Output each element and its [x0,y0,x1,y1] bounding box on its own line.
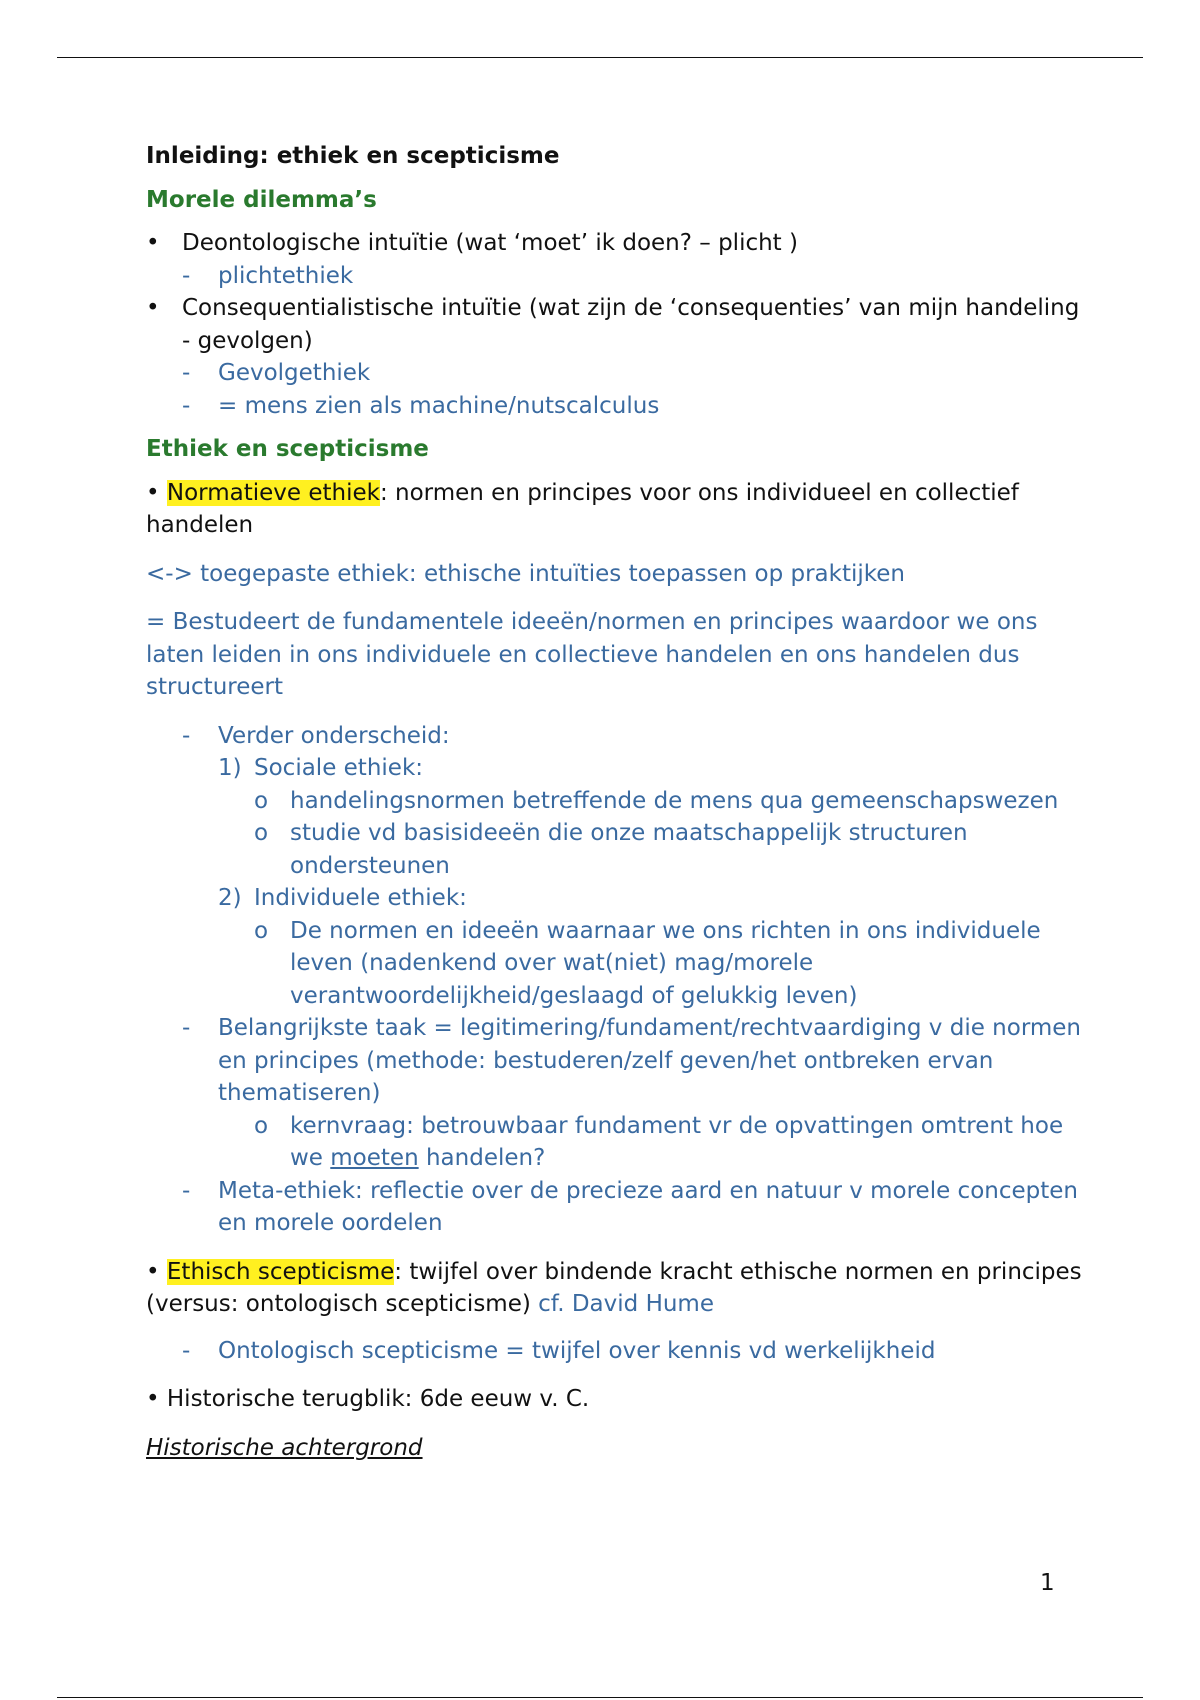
page-number: 1 [1040,1570,1055,1596]
sub-item-ontologisch [182,1335,1086,1368]
sub-item-text: Ontologisch scepticisme = twijfel over kennis vd werkelijkheid [218,1337,936,1364]
dash-marker: - [182,722,191,749]
circle-item [254,785,1086,818]
page-title: Inleiding: ethiek en scepticisme [146,143,560,169]
numbered-item-text: Individuele ethiek: [254,885,467,911]
bullet-marker: • [146,230,160,256]
list-item-text: Deontologische intuïtie (wat ‘moet’ ik doen? – plicht ) [182,230,798,256]
kernvraag-end: handelen? [418,1145,546,1171]
sub-item-text: plichtethiek [218,262,354,289]
dash-marker: - [182,392,191,419]
numbered-item-text: Sociale ethiek: [254,755,424,781]
circle-item-text [290,1110,1086,1175]
sub-item-text: Belangrijkste taak = legitimering/fundament/rechtvaardiging v die normen en principes (methode: bestuderen/zelf geven/het ontbreken ervan thematiseren) [218,1015,1082,1106]
circle-marker: o [254,787,269,814]
bullet-marker: • [146,1386,160,1412]
circle-marker: o [254,1112,269,1139]
dash-marker: - [182,1177,191,1204]
bullet-marker: • [146,479,160,506]
reference-text: cf. David Hume [538,1291,714,1317]
paragraph-normatieve-ethiek [146,477,1086,542]
circle-item-kernvraag [254,1110,1086,1175]
circle-item-text: studie vd basisideeën die onze maatschappelijk structuren ondersteunen [290,820,968,879]
paragraph-historische-terugblik [146,1383,1086,1416]
definition-text: : twijfel over bindende kracht ethische normen en principes (versus: ontologisch scepticisme) [146,1258,1082,1317]
sub-item-meta-ethiek [182,1175,1086,1240]
dash-marker: - [182,360,191,386]
list-item-deontological [146,227,1086,260]
circle-item-text: handelingsnormen betreffende de mens qua gemeenschapswezen [290,787,1059,814]
sub-item-text: = mens zien als machine/nutscalculus [218,392,660,419]
dash-marker: - [182,262,191,289]
underlined-word: moeten [330,1145,419,1171]
subheading-historische-achtergrond: Historische achtergrond [146,1434,423,1461]
sub-item-machine [182,390,1086,423]
sub-item-text: Gevolgethiek [218,360,371,386]
sub-item-gevolgethiek [182,357,1086,390]
number-marker: 2) [218,885,242,911]
paragraph-ethisch-scepticisme [146,1256,1086,1321]
bottom-rule [57,1697,1143,1698]
top-rule [57,57,1143,58]
circle-item [254,915,1086,1013]
heading-ethiek-scepticisme: Ethiek en scepticisme [146,436,429,462]
bullet-marker: • [146,295,160,321]
sub-item-task [182,1012,1086,1110]
circle-marker: o [254,820,269,846]
list-item-text: Consequentialistische intuïtie (wat zijn de ‘consequenties’ van mijn handeling - gevolgen) [182,295,1080,354]
numbered-item-social [218,752,1086,785]
circle-item-text: De normen en ideeën waarnaar we ons richten in ons individuele leven (nadenkend over wat(niet) mag/morele verantwoordelijkheid/geslaagd of gelukkig leven) [290,917,1041,1009]
sub-item-further [182,720,1086,753]
circle-marker: o [254,917,269,944]
bullet-marker: • [146,1258,160,1285]
history-text: Historische terugblik: 6de eeuw v. C. [166,1386,590,1412]
circle-item [254,817,1086,882]
sub-item-text: Verder onderscheid: [218,722,450,749]
heading-morele-dilemmas: Morele dilemma’s [146,186,377,213]
list-item-consequentialist [146,292,1086,357]
highlight-term: Ethisch scepticisme [166,1258,395,1285]
paragraph-applied-ethics: <-> toegepaste ethiek: ethische intuïties toepassen op praktijken [146,560,905,587]
dash-marker: - [182,1015,191,1041]
kernvraag-text: kernvraag: betrouwbaar fundament vr de opvattingen omtrent hoe we [290,1112,1064,1171]
dash-marker: - [182,1337,191,1364]
number-marker: 1) [218,755,242,781]
sub-item-plichtethiek [182,260,1086,293]
sub-item-text: Meta-ethiek: reflectie over de precieze aard en natuur v morele concepten en morele oordelen [218,1177,1078,1236]
numbered-item-individual [218,882,1086,915]
definition-text: : normen en principes voor ons individueel en collectief handelen [146,479,1019,538]
document-page [146,140,1086,1480]
paragraph-studies: = Bestudeert de fundamentele ideeën/normen en principes waardoor we ons laten leiden in ons individuele en collectieve handelen en ons handelen dus structureert [146,609,1038,700]
highlight-term: Normatieve ethiek [166,479,380,506]
